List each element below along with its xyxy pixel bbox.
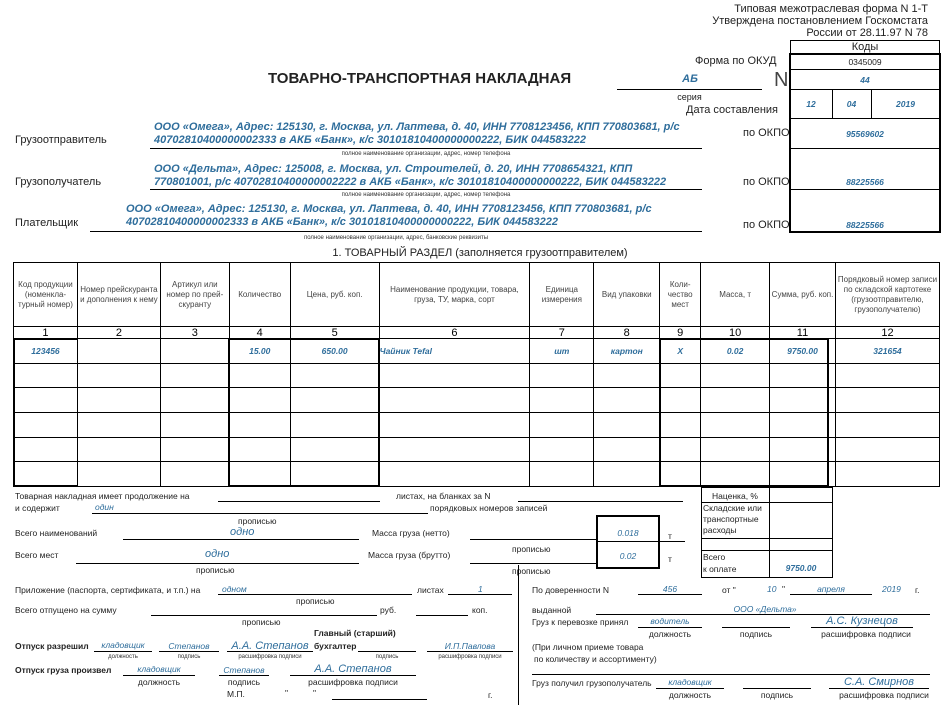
table-cell[interactable] (160, 462, 229, 487)
total-pay-value[interactable]: 9750.00 (785, 563, 817, 573)
consignee-line1: ООО «Дельта», Адрес: 125008, г. Москва, ул. Строителей, д. 20, ИНН 7708654321, КПП (154, 163, 633, 175)
continuation-label: Товарная накладная имеет продолжение на (15, 491, 190, 501)
accepted-position[interactable]: водитель (650, 616, 690, 626)
table-cell[interactable] (14, 363, 78, 388)
allowed-label: Отпуск разрешил (15, 641, 89, 651)
column-number: 6 (379, 327, 530, 339)
table-cell[interactable] (290, 388, 379, 413)
okpo-payer[interactable]: 88225566 (846, 220, 884, 230)
contains-value[interactable]: один (95, 502, 114, 512)
table-cell[interactable] (160, 363, 229, 388)
table-cell[interactable] (290, 413, 379, 438)
column-header: Наименование продукции, товара, груза, ТУ, марка, сорт (379, 263, 530, 327)
okpo-label-shipper: по ОКПО (743, 127, 790, 139)
contains-label: и содержит (15, 503, 60, 513)
markup-label: Наценка, % (712, 491, 758, 501)
issued-value[interactable]: ООО «Дельта» (733, 604, 797, 614)
column-number: 2 (77, 327, 160, 339)
goods-table (13, 262, 940, 487)
table-cell[interactable]: 123456 (14, 339, 78, 364)
table-cell[interactable] (14, 437, 78, 462)
net-value[interactable]: 0.018 (617, 528, 639, 538)
payer-value[interactable] (126, 203, 652, 229)
gross-value[interactable]: 0.02 (619, 551, 637, 561)
total-names-value[interactable]: одно (230, 526, 255, 538)
payer-line1: ООО «Омега», Адрес: 125130, г. Москва, ул. Лаптева, д. 40, ИНН 7708123456, КПП 770803681, р/с (126, 203, 652, 215)
column-number: 9 (660, 327, 701, 339)
in-words-1: прописью (238, 516, 277, 526)
table-cell[interactable] (379, 363, 530, 388)
column-header: Артикул или номер по прей-скуранту (160, 263, 229, 327)
total-places-value[interactable]: одно (205, 548, 230, 560)
table-cell[interactable] (229, 437, 290, 462)
table-cell[interactable] (379, 437, 530, 462)
accepted-name[interactable]: А.С. Кузнецов (826, 615, 898, 627)
accountant-label: бухгалтер (314, 641, 357, 651)
released-sum-label: Всего отпущено на сумму (15, 605, 117, 615)
kop-label: коп. (472, 605, 488, 615)
table-cell[interactable] (14, 462, 78, 487)
produced-name[interactable]: А.А. Степанов (314, 663, 392, 675)
okud-label: Форма по ОКУД (695, 55, 777, 67)
table-cell[interactable] (835, 388, 939, 413)
table-cell[interactable] (229, 462, 290, 487)
sheets-value[interactable]: 1 (478, 584, 483, 594)
table-cell[interactable] (290, 363, 379, 388)
produced-sign-hint: подпись (227, 677, 261, 687)
chief-label: Главный (старший) (314, 628, 396, 638)
table-cell[interactable] (701, 363, 770, 388)
table-cell[interactable] (835, 437, 939, 462)
table-cell[interactable]: 321654 (835, 339, 939, 364)
table-cell[interactable] (594, 363, 660, 388)
table-cell[interactable] (290, 437, 379, 462)
number-label: N (774, 69, 789, 91)
date-day[interactable]: 12 (806, 99, 816, 109)
allowed-name[interactable]: А.А. Степанов (231, 640, 309, 652)
form-type-line: Типовая межотраслевая форма N 1-Т (734, 3, 928, 15)
table-cell[interactable] (701, 413, 770, 438)
series-value[interactable]: АБ (682, 73, 698, 85)
table-header-row (14, 263, 940, 327)
table-cell[interactable]: 15.00 (229, 339, 290, 364)
produced-position[interactable]: кладовщик (137, 664, 181, 674)
table-cell[interactable] (770, 413, 836, 438)
table-cell[interactable] (77, 437, 160, 462)
table-cell[interactable] (594, 413, 660, 438)
table-cell[interactable]: картон (594, 339, 660, 364)
in-words-4: прописью (512, 566, 551, 576)
table-cell[interactable] (770, 363, 836, 388)
total-places-label: Всего мест (15, 550, 59, 560)
table-cell[interactable] (660, 388, 701, 413)
column-number: 10 (701, 327, 770, 339)
allowed-sign-hint: подпись (177, 654, 201, 660)
produced-position-hint: должность (137, 677, 181, 687)
consignee-value[interactable] (154, 163, 666, 189)
accepted-label: Груз к перевозке принял (532, 617, 629, 627)
table-cell[interactable] (77, 339, 160, 364)
table-cell[interactable] (701, 462, 770, 487)
accountant-name[interactable]: И.П.Павлова (444, 641, 496, 651)
received-name[interactable]: С.А. Смирнов (843, 676, 915, 688)
shipper-line1: ООО «Омега», Адрес: 125130, г. Москва, ул. Лаптева, д. 40, ИНН 7708123456, КПП 770803681, р/с (154, 121, 680, 133)
table-cell[interactable] (290, 462, 379, 487)
gross-label: Масса груза (брутто) (368, 550, 451, 560)
shipper-label: Грузоотправитель (15, 134, 107, 146)
stamp-place: М.П. (227, 689, 245, 699)
gross-unit: т (668, 554, 672, 564)
table-cell[interactable] (229, 363, 290, 388)
power-year-suffix: г. (915, 585, 920, 595)
column-header: Коли-чество мест (660, 263, 701, 327)
column-number: 5 (290, 327, 379, 339)
table-cell[interactable] (77, 388, 160, 413)
column-header: Номер прейскуранта и дополнения к нему (77, 263, 160, 327)
sheets-forms-label: листах, на бланках за N (396, 491, 491, 501)
approved-date-line: России от 28.11.97 N 78 (806, 27, 928, 39)
consignee-line2: 770801001, р/с 40702810400000002222 в АКБ «Банк», к/с 30101810400000000222, БИК 044583222 (154, 176, 667, 188)
doc-number[interactable]: 44 (860, 75, 870, 85)
table-cell[interactable] (77, 413, 160, 438)
note-line1: (При личном приеме товара (532, 642, 644, 652)
column-header: Сумма, руб. коп. (770, 263, 836, 327)
year-suffix: г. (488, 690, 493, 700)
payer-label: Плательщик (15, 217, 79, 229)
column-header: Количество (229, 263, 290, 327)
sheets-label: листах (417, 585, 444, 595)
attachment-value[interactable]: одном (222, 584, 247, 594)
okud-code: 0345009 (848, 57, 882, 67)
consignee-hint: полное наименование организации, адрес, номер телефона (341, 192, 511, 198)
allowed-sign[interactable]: Степанов (168, 641, 210, 651)
table-cell[interactable]: 9750.00 (770, 339, 836, 364)
in-words-6: прописью (242, 617, 281, 627)
storage-label: Складские или транспортные расходы (703, 503, 762, 535)
column-header: Порядковый номер записи по складской картотеке (грузоотправителю, грузополучателю) (835, 263, 939, 327)
table-cell[interactable] (835, 363, 939, 388)
okpo-consignee[interactable]: 88225566 (846, 177, 884, 187)
accountant-sign-hint: подпись (375, 654, 399, 660)
table-row-empty (14, 413, 940, 438)
produced-sign[interactable]: Степанов (223, 665, 265, 675)
consignee-label: Грузополучатель (15, 176, 102, 188)
table-cell[interactable] (14, 413, 78, 438)
table-cell[interactable]: шт (530, 339, 594, 364)
accepted-name-hint: расшифровка подписи (821, 629, 911, 639)
table-cell[interactable] (379, 388, 530, 413)
table-cell[interactable] (770, 388, 836, 413)
power-number[interactable]: 456 (662, 584, 678, 594)
table-cell[interactable] (160, 388, 229, 413)
table-cell[interactable] (160, 413, 229, 438)
table-cell[interactable] (229, 413, 290, 438)
column-number: 3 (160, 327, 229, 339)
table-cell[interactable] (530, 437, 594, 462)
payer-line2: 40702810400000002333 в АКБ «Банк», к/с 30101810400000000222, БИК 044583222 (126, 216, 558, 228)
table-row-empty (14, 462, 940, 487)
total-names-label: Всего наименований (15, 528, 98, 538)
approved-line: Утверждена постановлением Госкомстата (712, 15, 928, 27)
received-position[interactable]: кладовщик (668, 677, 712, 687)
okpo-label-consignee: по ОКПО (743, 176, 790, 188)
table-cell[interactable] (835, 462, 939, 487)
page-title: ТОВАРНО-ТРАНСПОРТНАЯ НАКЛАДНАЯ (268, 70, 572, 87)
shipper-line2: 40702810400000002333 в АКБ «Банк», к/с 30101810400000000222, БИК 044583222 (154, 134, 586, 146)
accepted-sign-hint: подпись (739, 629, 773, 639)
table-cell[interactable] (660, 363, 701, 388)
table-row (14, 339, 940, 364)
table-cell[interactable] (530, 363, 594, 388)
power-year[interactable]: 2019 (882, 584, 901, 594)
okpo-label-payer: по ОКПО (743, 219, 790, 231)
table-cell[interactable]: Х (660, 339, 701, 364)
table-cell[interactable] (530, 413, 594, 438)
table-row-empty (14, 363, 940, 388)
power-from: от " (722, 585, 736, 595)
net-label: Масса груза (нетто) (372, 528, 450, 538)
column-header: Цена, руб. коп. (290, 263, 379, 327)
total-pay-label (703, 551, 736, 575)
date-open-quote: " (285, 688, 289, 698)
table-cell[interactable] (530, 462, 594, 487)
received-sign-hint: подпись (760, 690, 794, 700)
form-type (712, 3, 928, 39)
allowed-position[interactable]: кладовщик (101, 640, 145, 650)
table-cell[interactable] (14, 388, 78, 413)
allowed-position-hint: должность (108, 654, 138, 660)
date-close-quote: " (313, 688, 317, 698)
note-line2: по количеству и ассортименту) (534, 654, 657, 664)
table-cell[interactable] (379, 462, 530, 487)
table-cell[interactable] (660, 462, 701, 487)
date-label: Дата составления (686, 104, 778, 116)
series-label: серия (677, 92, 702, 102)
payer-hint: полное наименование организации, адрес, банковские реквизиты (303, 235, 489, 241)
codes-title: Коды (851, 41, 879, 53)
table-cell[interactable] (594, 437, 660, 462)
records-label: порядковых номеров записей (430, 503, 548, 513)
in-words-2: прописью (196, 565, 235, 575)
table-cell[interactable]: 650.00 (290, 339, 379, 364)
produced-label: Отпуск груза произвел (15, 665, 112, 675)
power-day[interactable]: 10 (767, 584, 777, 594)
section-title: 1. ТОВАРНЫЙ РАЗДЕЛ (заполняется грузоотправителем) (332, 247, 628, 259)
column-number: 11 (770, 327, 836, 339)
table-cell[interactable] (835, 413, 939, 438)
table-cell[interactable] (77, 462, 160, 487)
total-pay-line2: к оплате (703, 564, 737, 574)
power-month[interactable]: апреля (817, 584, 845, 594)
received-label: Груз получил грузополучатель (532, 678, 652, 688)
okpo-shipper[interactable]: 95569602 (846, 129, 884, 139)
issued-label: выданной (532, 605, 572, 615)
received-position-hint: должность (668, 690, 712, 700)
attachment-label: Приложение (паспорта, сертификата, и т.п.) на (15, 585, 201, 595)
table-cell[interactable] (660, 413, 701, 438)
produced-name-hint: расшифровка подписи (308, 677, 398, 687)
table-row-empty (14, 388, 940, 413)
accepted-position-hint: должность (648, 629, 692, 639)
table-cell[interactable] (701, 388, 770, 413)
rub-label: руб. (380, 605, 397, 615)
column-number: 7 (530, 327, 594, 339)
shipper-value[interactable] (154, 121, 680, 147)
total-pay-line1: Всего (703, 552, 726, 562)
in-words-5: прописью (296, 596, 335, 606)
table-cell[interactable] (229, 388, 290, 413)
column-header: Код продукции (номенкла-турный номер) (14, 263, 78, 327)
table-cell[interactable] (701, 437, 770, 462)
net-unit: т (668, 531, 672, 541)
table-cell[interactable] (770, 462, 836, 487)
table-cell[interactable] (77, 363, 160, 388)
table-cell[interactable] (530, 388, 594, 413)
column-header: Масса, т (701, 263, 770, 327)
table-cell[interactable] (594, 388, 660, 413)
column-header: Единица измерения (530, 263, 594, 327)
table-cell[interactable] (660, 437, 701, 462)
table-cell[interactable] (594, 462, 660, 487)
table-cell[interactable] (770, 437, 836, 462)
table-cell[interactable]: Чайник Tefal (379, 339, 530, 364)
table-number-row (14, 327, 940, 339)
column-header: Вид упаковки (594, 263, 660, 327)
table-cell[interactable]: 0.02 (701, 339, 770, 364)
date-year[interactable]: 2019 (896, 99, 915, 109)
date-month[interactable]: 04 (846, 99, 857, 109)
received-name-hint: расшифровка подписи (839, 690, 929, 700)
column-number: 1 (14, 327, 78, 339)
table-row-empty (14, 437, 940, 462)
column-number: 4 (229, 327, 290, 339)
column-number: 12 (835, 327, 939, 339)
allowed-name-hint: расшифровка подписи (238, 654, 302, 660)
column-number: 8 (594, 327, 660, 339)
power-day-quote: " (782, 584, 786, 594)
table-cell[interactable] (379, 413, 530, 438)
accountant-name-hint: расшифровка подписи (438, 654, 502, 660)
table-cell[interactable] (160, 437, 229, 462)
in-words-3: прописью (512, 544, 551, 554)
table-cell[interactable] (160, 339, 229, 364)
shipper-hint: полное наименование организации, адрес, номер телефона (341, 151, 511, 157)
power-label: По доверенности N (532, 585, 609, 595)
